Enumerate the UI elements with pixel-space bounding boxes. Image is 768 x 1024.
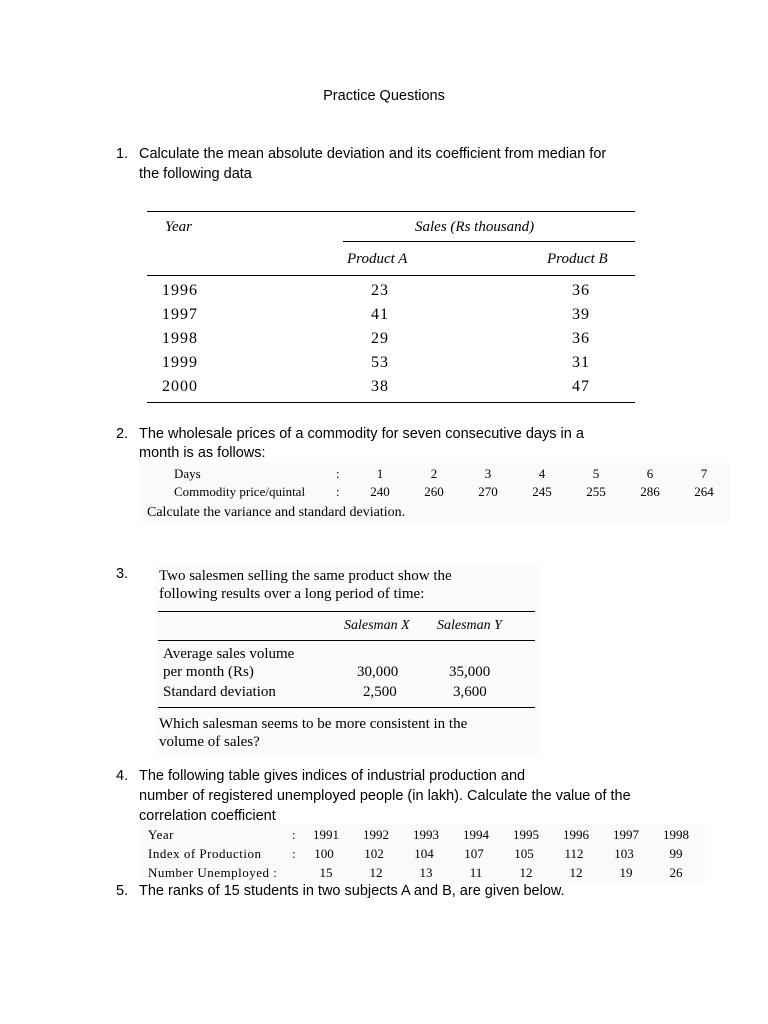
index-cell: 105 xyxy=(514,846,534,861)
salesman-x-std-dev: 2,500 xyxy=(363,684,397,700)
table-cell-year: 2000 xyxy=(162,378,198,395)
days-colon: : xyxy=(336,466,340,481)
year-cell: 1993 xyxy=(413,827,439,842)
header-year: Year xyxy=(165,219,192,235)
header-salesman-x: Salesman X xyxy=(344,618,410,633)
year-cell: 1997 xyxy=(613,827,639,842)
days-label: Days xyxy=(174,466,201,481)
day-cell: 2 xyxy=(430,466,438,481)
index-cell: 104 xyxy=(414,846,434,861)
price-cell: 260 xyxy=(424,484,444,499)
price-cell: 270 xyxy=(478,484,498,499)
row-label-std-dev: Standard deviation xyxy=(163,684,276,700)
row-label-unemployed: Number Unemployed : xyxy=(148,865,278,880)
question-3-number: 3. xyxy=(116,566,129,582)
price-cell: 240 xyxy=(370,484,390,499)
index-cell: 99 xyxy=(669,846,683,861)
day-cell: 3 xyxy=(484,466,492,481)
unemployed-cell: 19 xyxy=(619,865,633,880)
question-4-text-line3: correlation coefficient xyxy=(139,808,276,824)
header-product-b: Product B xyxy=(547,251,608,267)
unemployed-cell: 26 xyxy=(669,865,683,880)
question-3-question-line1: Which salesman seems to be more consistent in the xyxy=(159,716,468,732)
row-label-index: Index of Production xyxy=(148,846,262,861)
header-sales: Sales (Rs thousand) xyxy=(415,219,535,235)
unemployed-cell: 11 xyxy=(469,865,483,880)
question-4-number: 4. xyxy=(116,768,129,784)
unemployed-cell: 12 xyxy=(569,865,583,880)
salesman-y-std-dev: 3,600 xyxy=(453,684,487,700)
table-cell-a: 29 xyxy=(371,330,389,347)
question-2-text-line2: month is as follows: xyxy=(139,445,266,461)
table-cell-b: 39 xyxy=(572,306,590,323)
header-salesman-y: Salesman Y xyxy=(437,618,502,633)
day-cell: 6 xyxy=(646,466,654,481)
year-cell: 1996 xyxy=(563,827,589,842)
table-cell-b: 47 xyxy=(572,378,590,395)
question-1-number: 1. xyxy=(116,146,129,162)
table-cell-b: 31 xyxy=(572,354,590,371)
question-5-number: 5. xyxy=(116,883,129,899)
question-4-text-line1: The following table gives indices of industrial production and xyxy=(139,768,526,784)
salesman-x-avg-sales: 30,000 xyxy=(357,664,399,680)
table-cell-a: 41 xyxy=(371,306,389,323)
salesmen-panel xyxy=(155,565,540,755)
year-cell: 1995 xyxy=(513,827,539,842)
price-cell: 245 xyxy=(532,484,552,499)
row-label-avg-sales-line1: Average sales volume xyxy=(163,646,295,662)
day-cell: 5 xyxy=(592,466,600,481)
price-cell: 264 xyxy=(694,484,714,499)
index-cell: 100 xyxy=(314,846,334,861)
question-2-instruction: Calculate the variance and standard deviation. xyxy=(147,505,406,520)
price-cell: 255 xyxy=(586,484,606,499)
production-grid xyxy=(140,824,705,882)
price-cell: 286 xyxy=(640,484,660,499)
header-bottom-rule xyxy=(147,275,635,276)
table-cell-year: 1997 xyxy=(162,306,198,323)
table-cell-year: 1996 xyxy=(162,282,198,299)
day-cell: 7 xyxy=(700,466,708,481)
table-cell-a: 38 xyxy=(371,378,389,395)
page-title: Practice Questions xyxy=(323,88,445,104)
year-colon: : xyxy=(292,827,296,842)
question-1-text-line2: the following data xyxy=(139,166,252,182)
question-2-number: 2. xyxy=(116,426,129,442)
price-grid xyxy=(140,463,730,523)
index-cell: 102 xyxy=(364,846,384,861)
index-cell: 103 xyxy=(614,846,634,861)
unemployed-cell: 12 xyxy=(369,865,383,880)
salesman-y-avg-sales: 35,000 xyxy=(449,664,491,680)
day-cell: 4 xyxy=(538,466,546,481)
index-cell: 112 xyxy=(564,846,584,861)
header-sub-rule xyxy=(343,241,635,242)
question-3-question-line2: volume of sales? xyxy=(159,734,260,750)
table-cell-year: 1999 xyxy=(162,354,198,371)
question-2-text-line1: The wholesale prices of a commodity for seven consecutive days in a xyxy=(139,426,584,442)
unemployed-cell: 12 xyxy=(519,865,533,880)
question-1-text-line1: Calculate the mean absolute deviation and its coefficient from median for xyxy=(139,146,607,162)
question-5-text-line1: The ranks of 15 students in two subjects A and B, are given below. xyxy=(139,883,565,899)
year-cell: 1992 xyxy=(363,827,389,842)
table-cell-b: 36 xyxy=(572,282,590,299)
year-cell: 1994 xyxy=(463,827,489,842)
question-4-text-line2: number of registered unemployed people (in lakh). Calculate the value of the xyxy=(139,788,631,804)
unemployed-cell: 15 xyxy=(319,865,333,880)
year-cell: 1991 xyxy=(313,827,339,842)
table-top-rule xyxy=(158,611,535,612)
unemployed-cell: 13 xyxy=(419,865,433,880)
index-cell: 107 xyxy=(464,846,484,861)
table-bottom-rule xyxy=(147,402,635,403)
table-cell-a: 23 xyxy=(371,282,389,299)
table-cell-year: 1998 xyxy=(162,330,198,347)
question-3-intro-line2: following results over a long period of time: xyxy=(159,586,425,602)
table-cell-a: 53 xyxy=(371,354,389,371)
row-label-avg-sales-line2: per month (Rs) xyxy=(163,664,254,680)
price-label: Commodity price/quintal xyxy=(174,484,306,499)
row-label-year: Year xyxy=(148,827,174,842)
sales-table xyxy=(147,211,635,403)
table-bottom-rule xyxy=(158,707,535,708)
header-product-a: Product A xyxy=(347,251,408,267)
table-cell-b: 36 xyxy=(572,330,590,347)
table-top-rule xyxy=(147,211,635,212)
question-3-intro-line1: Two salesmen selling the same product show the xyxy=(159,568,452,584)
day-cell: 1 xyxy=(376,466,384,481)
year-cell: 1998 xyxy=(663,827,689,842)
header-bottom-rule xyxy=(158,640,535,641)
index-colon: : xyxy=(292,846,296,861)
price-colon: : xyxy=(336,484,340,499)
